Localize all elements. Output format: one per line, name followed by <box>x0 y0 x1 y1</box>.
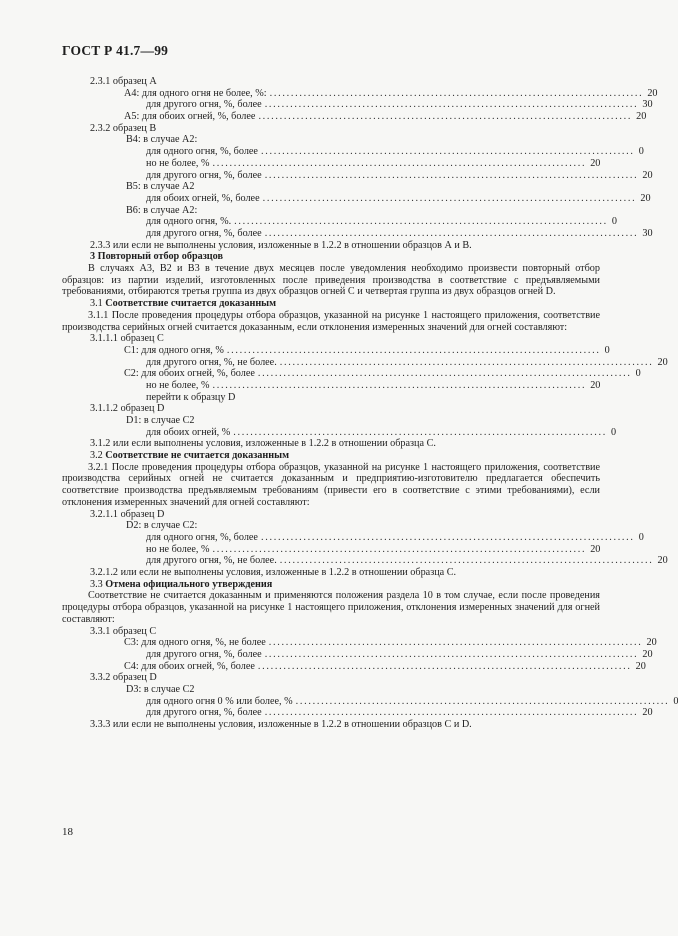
leader-line: для обоих огней, %, более ........................................................................................ 20 <box>146 192 651 204</box>
document-header: ГОСТ Р 41.7—99 <box>62 43 169 58</box>
leader-line: для другого огня, %, более ........................................................................................ 30 <box>146 99 653 111</box>
leader-line: для одного огня, %, более ........................................................................................ 0 <box>146 531 644 543</box>
case-label: D3: в случае С2 <box>126 683 195 695</box>
document-body <box>62 76 678 731</box>
leader-line: С3: для одного огня, %, не более ........................................................................................ 20 <box>124 637 657 649</box>
leader-line: для одного огня, %. ........................................................................................ 0 <box>146 216 617 228</box>
case-label: В4: в случае А2: <box>126 134 198 146</box>
case-label: D2: в случае С2: <box>126 520 198 532</box>
leader-line: А5: для обоих огней, %, более ........................................................................................ 20 <box>124 111 647 123</box>
subsection-3-1-heading: 3.1 Соответствие считается доказанным <box>90 298 277 310</box>
clause-3-3-3: 3.3.3 или если не выполнены условия, изложенные в 1.2.2 в отношении образцов С и D. <box>90 719 472 730</box>
leader-line: для другого огня, %, более ........................................................................................ 20 <box>146 648 653 660</box>
leader-line: для другого огня, %, более ........................................................................................ 20 <box>146 707 653 719</box>
leader-line: но не более, % ........................................................................................ 20 <box>146 379 601 391</box>
clause-2-3-3: 2.3.3 или если не выполнены условия, изложенные в 1.2.2 в отношении образцов А и В. <box>90 239 472 251</box>
section-3-paragraph: В случаях А3, В2 и В3 в течение двух месяцев после уведомления необходимо произвести повторный отбор образцов: из партии изделий, изготовленных после приведения производства в соответствие с предъявляемыми требованиями, отбираются третья группа из двух образцов огней С и четвертая группа из двух образцов огней D. <box>62 263 600 298</box>
clause-3-1-1-1: 3.1.1.1 образец С <box>90 333 164 345</box>
instruction-text: перейти к образцу D <box>146 391 236 403</box>
leader-line: но не более, % ........................................................................................ 20 <box>146 543 601 555</box>
section-3-heading: 3 Повторный отбор образцов <box>90 251 224 263</box>
leader-line: для одного огня 0 % или более, % ........................................................................................ 0 <box>146 695 678 707</box>
leader-line: С4: для обоих огней, %, более ........................................................................................ 20 <box>124 660 646 672</box>
subsection-3-3-heading: 3.3 Отмена официального утверждения <box>90 578 273 590</box>
clause-3-3-2: 3.3.2 образец D <box>90 672 157 684</box>
clause-2-3-2: 2.3.2 образец В <box>90 122 157 134</box>
page-number: 18 <box>62 826 73 838</box>
leader-line: А4: для одного огня не более, %: ........................................................................................ 20 <box>124 87 658 99</box>
leader-line: С2: для обоих огней, %, более ........................................................................................ 0 <box>124 368 641 380</box>
clause-3-3-1: 3.3.1 образец С <box>90 625 157 637</box>
case-label: D1: в случае С2 <box>126 415 195 427</box>
clause-3-2-1-paragraph: 3.2.1 После проведения процедуры отбора образцов, указанной на рисунке 1 настоящего приложения, соответствие производства серийных огней не считается доказанным и предприятию-изготовителю предлагается обеспечить соответствие производства предъявляемым требованиям (привести его в соответствие с этими требованиями), если отклонения измеренных значений для огней составляют: <box>62 461 600 508</box>
clause-3-2-1-2: 3.2.1.2 или если не выполнены условия, изложенные в 1.2.2 в отношении образца С. <box>90 567 457 579</box>
clause-3-1-1-paragraph: 3.1.1 После проведения процедуры отбора образцов, указанной на рисунке 1 настоящего приложения, соответствие производства серийных огней считается доказанным, если отклонения измеренных значений для огней составляют: <box>62 309 600 333</box>
leader-line: для другого огня, %, более ........................................................................................ 20 <box>146 169 653 181</box>
subsection-3-2-heading: 3.2 Соответствие не считается доказанным <box>90 450 290 462</box>
case-label: В5: в случае А2 <box>126 181 195 193</box>
clause-3-2-1-1: 3.2.1.1 образец D <box>90 508 165 520</box>
clause-3-1-1-2: 3.1.1.2 образец D <box>90 403 165 415</box>
case-label: В6: в случае А2: <box>126 204 198 216</box>
leader-line: для обоих огней, % ........................................................................................ 0 <box>146 426 617 438</box>
leader-line: для другого огня, %, не более. ........................................................................................ 20 <box>146 356 668 368</box>
leader-line: но не более, % ........................................................................................ 20 <box>146 157 601 169</box>
section-3-3-paragraph: Соответствие не считается доказанным и применяются положения раздела 10 в том случае, если после проведения процедуры отбора образцов, указанной на рисунке 1 настоящего приложения, отклонения измеренных значений для огней составляют: <box>62 590 600 625</box>
leader-line: С1: для одного огня, % ........................................................................................ 0 <box>124 344 610 356</box>
clause-2-3-1: 2.3.1 образец А <box>90 76 157 87</box>
leader-line: для другого огня, %, не более. ........................................................................................ 20 <box>146 555 668 567</box>
clause-3-1-2: 3.1.2 или если выполнены условия, изложенные в 1.2.2 в отношении образца С. <box>90 438 436 450</box>
leader-line: для одного огня, %, более ........................................................................................ 0 <box>146 146 644 158</box>
leader-line: для другого огня, %, более ........................................................................................ 30 <box>146 227 653 239</box>
